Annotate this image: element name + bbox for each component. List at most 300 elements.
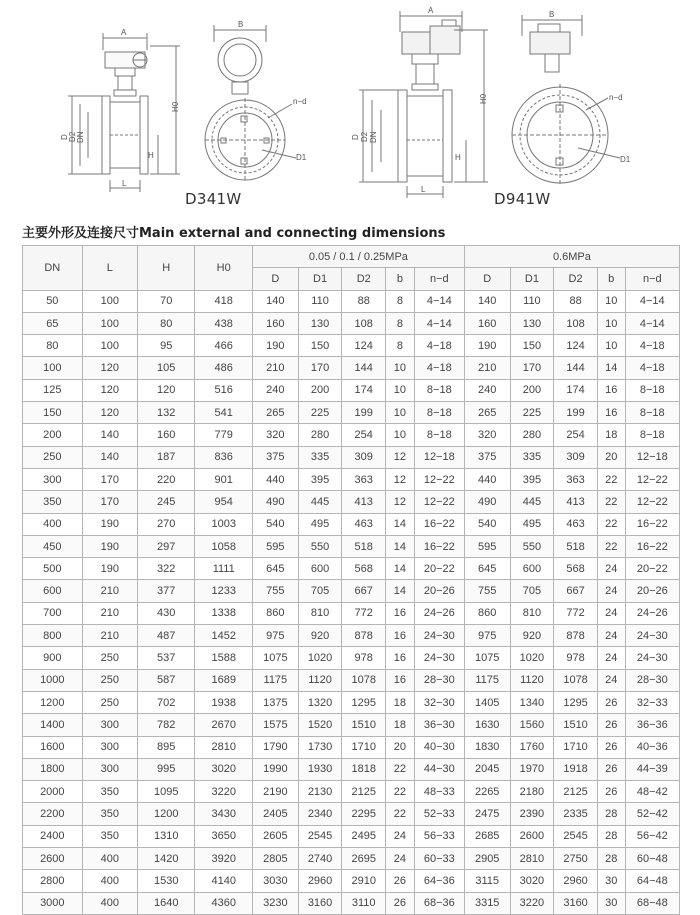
table-cell: 1575 [252, 714, 298, 736]
table-cell: 1120 [298, 669, 342, 691]
table-cell: 105 [137, 357, 194, 379]
table-cell: 772 [554, 602, 598, 624]
table-cell: 975 [464, 625, 510, 647]
table-cell: 265 [252, 402, 298, 424]
table-cell: 14 [386, 558, 415, 580]
table-cell: 3020 [195, 758, 252, 780]
table-cell: 144 [342, 357, 386, 379]
table-cell: 350 [82, 825, 137, 847]
table-cell: 16 [597, 379, 625, 401]
table-cell: 4−14 [414, 312, 464, 334]
table-cell: 24 [386, 848, 415, 870]
dim-dn-label: DN [76, 131, 85, 143]
table-cell: 3230 [252, 892, 298, 914]
table-cell: 199 [554, 402, 598, 424]
table-cell: 190 [252, 335, 298, 357]
technical-drawings [0, 0, 700, 215]
table-cell: 160 [464, 312, 510, 334]
table-cell: 8−18 [414, 402, 464, 424]
table-cell: 2335 [554, 803, 598, 825]
table-cell: 28−30 [414, 669, 464, 691]
table-cell: 130 [298, 312, 342, 334]
model-label-d941w: D941W [494, 190, 551, 208]
table-cell: 595 [252, 535, 298, 557]
table-cell: 600 [298, 558, 342, 580]
table-cell: 2390 [510, 803, 554, 825]
table-cell: 1200 [137, 803, 194, 825]
table-cell: 901 [195, 468, 252, 490]
table-row [23, 803, 680, 825]
table-cell: 2340 [298, 803, 342, 825]
table-cell: 140 [464, 290, 510, 312]
table-cell: 88 [554, 290, 598, 312]
table-cell: 210 [82, 602, 137, 624]
table-cell: 32−30 [414, 691, 464, 713]
table-cell: 240 [252, 379, 298, 401]
table-cell: 438 [195, 312, 252, 334]
table-cell: 782 [137, 714, 194, 736]
table-cell: 430 [137, 602, 194, 624]
table-cell: 24 [597, 669, 625, 691]
table-row [23, 892, 680, 914]
table-cell: 1420 [137, 848, 194, 870]
table-cell: 645 [252, 558, 298, 580]
table-cell: 20−26 [625, 580, 679, 602]
table-cell: 44−39 [625, 758, 679, 780]
table-cell: 1970 [510, 758, 554, 780]
table-cell: 1452 [195, 625, 252, 647]
table-cell: 8 [386, 312, 415, 334]
header-h0: H0 [195, 246, 252, 291]
table-cell: 16 [386, 647, 415, 669]
table-cell: 24−26 [625, 602, 679, 624]
table-row [23, 870, 680, 892]
table-cell: 600 [23, 580, 83, 602]
table-cell: 280 [298, 424, 342, 446]
table-cell: 16−22 [414, 535, 464, 557]
table-cell: 645 [464, 558, 510, 580]
table-cell: 52−42 [625, 803, 679, 825]
table-cell: 954 [195, 491, 252, 513]
table-cell: 250 [82, 669, 137, 691]
table-cell: 100 [82, 312, 137, 334]
table-cell: 550 [298, 535, 342, 557]
table-cell: 322 [137, 558, 194, 580]
table-cell: 200 [510, 379, 554, 401]
dim-d2-label-2: D2 [360, 131, 369, 142]
table-cell: 14 [597, 357, 625, 379]
table-cell: 190 [464, 335, 510, 357]
dim-nd-label-2: n−d [609, 93, 623, 102]
table-cell: 24−30 [625, 647, 679, 669]
table-cell: 3650 [195, 825, 252, 847]
table-cell: 10 [386, 357, 415, 379]
table-cell: 120 [82, 357, 137, 379]
subheader-cell: b [597, 268, 625, 290]
table-cell: 140 [252, 290, 298, 312]
table-cell: 2810 [510, 848, 554, 870]
table-cell: 12−22 [625, 491, 679, 513]
table-cell: 3020 [510, 870, 554, 892]
table-cell: 1730 [298, 736, 342, 758]
table-cell: 280 [510, 424, 554, 446]
table-cell: 16 [386, 602, 415, 624]
table-cell: 2670 [195, 714, 252, 736]
table-cell: 413 [342, 491, 386, 513]
table-cell: 450 [23, 535, 83, 557]
dim-d2-label: D2 [68, 131, 77, 142]
table-cell: 64−36 [414, 870, 464, 892]
table-cell: 2960 [554, 870, 598, 892]
table-cell: 22 [386, 803, 415, 825]
table-cell: 2045 [464, 758, 510, 780]
table-cell: 1560 [510, 714, 554, 736]
table-cell: 350 [82, 781, 137, 803]
table-cell: 160 [137, 424, 194, 446]
table-cell: 210 [82, 580, 137, 602]
table-row [23, 558, 680, 580]
table-cell: 3430 [195, 803, 252, 825]
table-cell: 150 [298, 335, 342, 357]
table-cell: 395 [510, 468, 554, 490]
table-cell: 14 [386, 580, 415, 602]
table-cell: 878 [554, 625, 598, 647]
table-cell: 2125 [342, 781, 386, 803]
table-cell: 64−48 [625, 870, 679, 892]
table-cell: 440 [464, 468, 510, 490]
table-cell: 220 [137, 468, 194, 490]
table-cell: 705 [510, 580, 554, 602]
table-cell: 2960 [298, 870, 342, 892]
table-cell: 518 [554, 535, 598, 557]
table-cell: 20 [386, 736, 415, 758]
dim-d-label: D [60, 134, 69, 140]
table-row [23, 446, 680, 468]
subheader-cell: D [252, 268, 298, 290]
table-cell: 28 [597, 803, 625, 825]
table-cell: 16−22 [414, 513, 464, 535]
table-cell: 1310 [137, 825, 194, 847]
table-cell: 270 [137, 513, 194, 535]
table-cell: 10 [386, 402, 415, 424]
table-cell: 170 [82, 468, 137, 490]
table-cell: 587 [137, 669, 194, 691]
dim-l-label-2: L [421, 185, 426, 194]
table-cell: 550 [510, 535, 554, 557]
table-cell: 2810 [195, 736, 252, 758]
table-row [23, 758, 680, 780]
table-cell: 300 [82, 758, 137, 780]
table-cell: 24 [597, 558, 625, 580]
table-cell: 12 [386, 446, 415, 468]
table-cell: 2600 [510, 825, 554, 847]
table-row [23, 781, 680, 803]
table-cell: 702 [137, 691, 194, 713]
table-cell: 24 [386, 825, 415, 847]
table-cell: 190 [82, 513, 137, 535]
table-cell: 1340 [510, 691, 554, 713]
table-cell: 667 [554, 580, 598, 602]
table-cell: 28 [597, 848, 625, 870]
table-cell: 600 [510, 558, 554, 580]
table-cell: 26 [597, 736, 625, 758]
table-cell: 22 [597, 468, 625, 490]
header-l: L [82, 246, 137, 291]
table-cell: 2910 [342, 870, 386, 892]
table-cell: 1295 [554, 691, 598, 713]
table-cell: 667 [342, 580, 386, 602]
table-cell: 26 [597, 714, 625, 736]
table-cell: 1818 [342, 758, 386, 780]
table-cell: 1630 [464, 714, 510, 736]
table-cell: 8 [386, 335, 415, 357]
table-cell: 1120 [510, 669, 554, 691]
subheader-cell: D2 [342, 268, 386, 290]
table-row [23, 424, 680, 446]
dim-h0-label: H0 [171, 101, 180, 112]
table-cell: 120 [82, 379, 137, 401]
table-row [23, 736, 680, 758]
table-cell: 375 [252, 446, 298, 468]
table-cell: 1200 [23, 691, 83, 713]
table-cell: 18 [597, 424, 625, 446]
table-cell: 1175 [464, 669, 510, 691]
table-cell: 878 [342, 625, 386, 647]
table-cell: 1800 [23, 758, 83, 780]
table-row [23, 312, 680, 334]
table-cell: 445 [510, 491, 554, 513]
table-cell: 199 [342, 402, 386, 424]
table-cell: 350 [82, 803, 137, 825]
table-cell: 418 [195, 290, 252, 312]
dim-a-label: A [121, 28, 127, 37]
table-cell: 2750 [554, 848, 598, 870]
table-cell: 495 [510, 513, 554, 535]
table-cell: 250 [23, 446, 83, 468]
table-cell: 413 [554, 491, 598, 513]
table-cell: 22 [597, 513, 625, 535]
table-row [23, 669, 680, 691]
table-cell: 2495 [342, 825, 386, 847]
table-cell: 1000 [23, 669, 83, 691]
subheader-cell: n−d [625, 268, 679, 290]
table-cell: 100 [82, 335, 137, 357]
dim-h-label-2: H [455, 153, 461, 162]
table-row [23, 580, 680, 602]
table-cell: 1760 [510, 736, 554, 758]
table-cell: 400 [82, 892, 137, 914]
table-cell: 24 [597, 625, 625, 647]
table-cell: 225 [298, 402, 342, 424]
table-row [23, 491, 680, 513]
subheader-cell: b [386, 268, 415, 290]
table-cell: 4−14 [414, 290, 464, 312]
table-cell: 56−33 [414, 825, 464, 847]
table-body [23, 290, 680, 914]
table-cell: 1588 [195, 647, 252, 669]
table-row [23, 357, 680, 379]
table-cell: 516 [195, 379, 252, 401]
table-cell: 500 [23, 558, 83, 580]
dim-a-label-2: A [428, 6, 434, 15]
table-cell: 12−22 [625, 468, 679, 490]
table-row [23, 691, 680, 713]
table-cell: 568 [342, 558, 386, 580]
table-cell: 26 [386, 870, 415, 892]
table-cell: 170 [510, 357, 554, 379]
table-cell: 2125 [554, 781, 598, 803]
table-cell: 2265 [464, 781, 510, 803]
table-cell: 48−42 [625, 781, 679, 803]
table-cell: 16−22 [625, 513, 679, 535]
table-cell: 12−18 [625, 446, 679, 468]
dim-b-label: B [238, 20, 244, 29]
table-cell: 1689 [195, 669, 252, 691]
table-cell: 486 [195, 357, 252, 379]
table-cell: 100 [82, 290, 137, 312]
table-cell: 300 [82, 714, 137, 736]
table-cell: 350 [23, 491, 83, 513]
table-cell: 16 [597, 402, 625, 424]
table-cell: 10 [386, 379, 415, 401]
table-cell: 363 [342, 468, 386, 490]
table-cell: 30 [597, 870, 625, 892]
table-cell: 36−36 [625, 714, 679, 736]
table-cell: 975 [252, 625, 298, 647]
table-cell: 810 [510, 602, 554, 624]
subheader-cell: n−d [414, 268, 464, 290]
table-cell: 1020 [510, 647, 554, 669]
table-cell: 3160 [554, 892, 598, 914]
table-cell: 920 [298, 625, 342, 647]
table-cell: 377 [137, 580, 194, 602]
table-cell: 160 [252, 312, 298, 334]
table-cell: 187 [137, 446, 194, 468]
table-cell: 24−26 [414, 602, 464, 624]
table-cell: 779 [195, 424, 252, 446]
dim-dn-label-2: DN [369, 131, 378, 143]
table-cell: 12 [386, 491, 415, 513]
table-cell: 52−33 [414, 803, 464, 825]
table-row [23, 468, 680, 490]
table-cell: 22 [386, 758, 415, 780]
table-cell: 60−33 [414, 848, 464, 870]
table-cell: 1003 [195, 513, 252, 535]
table-cell: 1400 [23, 714, 83, 736]
table-row [23, 647, 680, 669]
dim-l-label: L [122, 179, 127, 188]
table-cell: 200 [23, 424, 83, 446]
table-cell: 24−30 [414, 647, 464, 669]
table-cell: 920 [510, 625, 554, 647]
table-cell: 995 [137, 758, 194, 780]
table-cell: 3110 [342, 892, 386, 914]
table-cell: 1530 [137, 870, 194, 892]
table-cell: 125 [23, 379, 83, 401]
table-cell: 174 [342, 379, 386, 401]
table-row [23, 714, 680, 736]
table-cell: 10 [597, 312, 625, 334]
table-cell: 50 [23, 290, 83, 312]
table-cell: 8 [386, 290, 415, 312]
table-cell: 1990 [252, 758, 298, 780]
subheader-cell: D1 [510, 268, 554, 290]
table-cell: 1790 [252, 736, 298, 758]
table-cell: 2130 [298, 781, 342, 803]
table-row [23, 379, 680, 401]
table-cell: 363 [554, 468, 598, 490]
table-cell: 2000 [23, 781, 83, 803]
table-cell: 1510 [342, 714, 386, 736]
table-cell: 3000 [23, 892, 83, 914]
table-cell: 1295 [342, 691, 386, 713]
table-cell: 772 [342, 602, 386, 624]
subheader-cell: D1 [298, 268, 342, 290]
table-cell: 10 [386, 424, 415, 446]
table-cell: 755 [252, 580, 298, 602]
table-cell: 445 [298, 491, 342, 513]
table-cell: 860 [464, 602, 510, 624]
table-cell: 48−33 [414, 781, 464, 803]
table-cell: 26 [597, 781, 625, 803]
table-cell: 80 [23, 335, 83, 357]
table-cell: 14 [386, 513, 415, 535]
table-cell: 265 [464, 402, 510, 424]
table-cell: 1058 [195, 535, 252, 557]
table-cell: 810 [298, 602, 342, 624]
table-cell: 4−14 [625, 312, 679, 334]
table-cell: 2905 [464, 848, 510, 870]
table-cell: 1320 [298, 691, 342, 713]
table-cell: 400 [82, 848, 137, 870]
table-cell: 1375 [252, 691, 298, 713]
table-cell: 144 [554, 357, 598, 379]
table-cell: 2740 [298, 848, 342, 870]
table-cell: 2685 [464, 825, 510, 847]
table-cell: 1710 [554, 736, 598, 758]
table-cell: 297 [137, 535, 194, 557]
table-cell: 10 [597, 290, 625, 312]
table-cell: 124 [342, 335, 386, 357]
header-pressure-low: 0.05 / 0.1 / 0.25MPa [252, 246, 464, 268]
table-cell: 32−33 [625, 691, 679, 713]
table-cell: 487 [137, 625, 194, 647]
table-cell: 56−42 [625, 825, 679, 847]
table-cell: 2545 [298, 825, 342, 847]
table-row [23, 848, 680, 870]
table-cell: 3220 [510, 892, 554, 914]
table-row [23, 402, 680, 424]
table-cell: 68−48 [625, 892, 679, 914]
table-cell: 174 [554, 379, 598, 401]
table-cell: 860 [252, 602, 298, 624]
table-cell: 541 [195, 402, 252, 424]
table-cell: 36−30 [414, 714, 464, 736]
table-cell: 4140 [195, 870, 252, 892]
table-cell: 400 [23, 513, 83, 535]
table-cell: 595 [464, 535, 510, 557]
table-cell: 2605 [252, 825, 298, 847]
table-cell: 1640 [137, 892, 194, 914]
table-cell: 463 [342, 513, 386, 535]
table-cell: 250 [82, 647, 137, 669]
table-cell: 700 [23, 602, 83, 624]
table-cell: 375 [464, 446, 510, 468]
d941w-side-view [359, 11, 488, 198]
table-cell: 4−18 [414, 357, 464, 379]
table-cell: 4−18 [414, 335, 464, 357]
table-cell: 26 [386, 892, 415, 914]
